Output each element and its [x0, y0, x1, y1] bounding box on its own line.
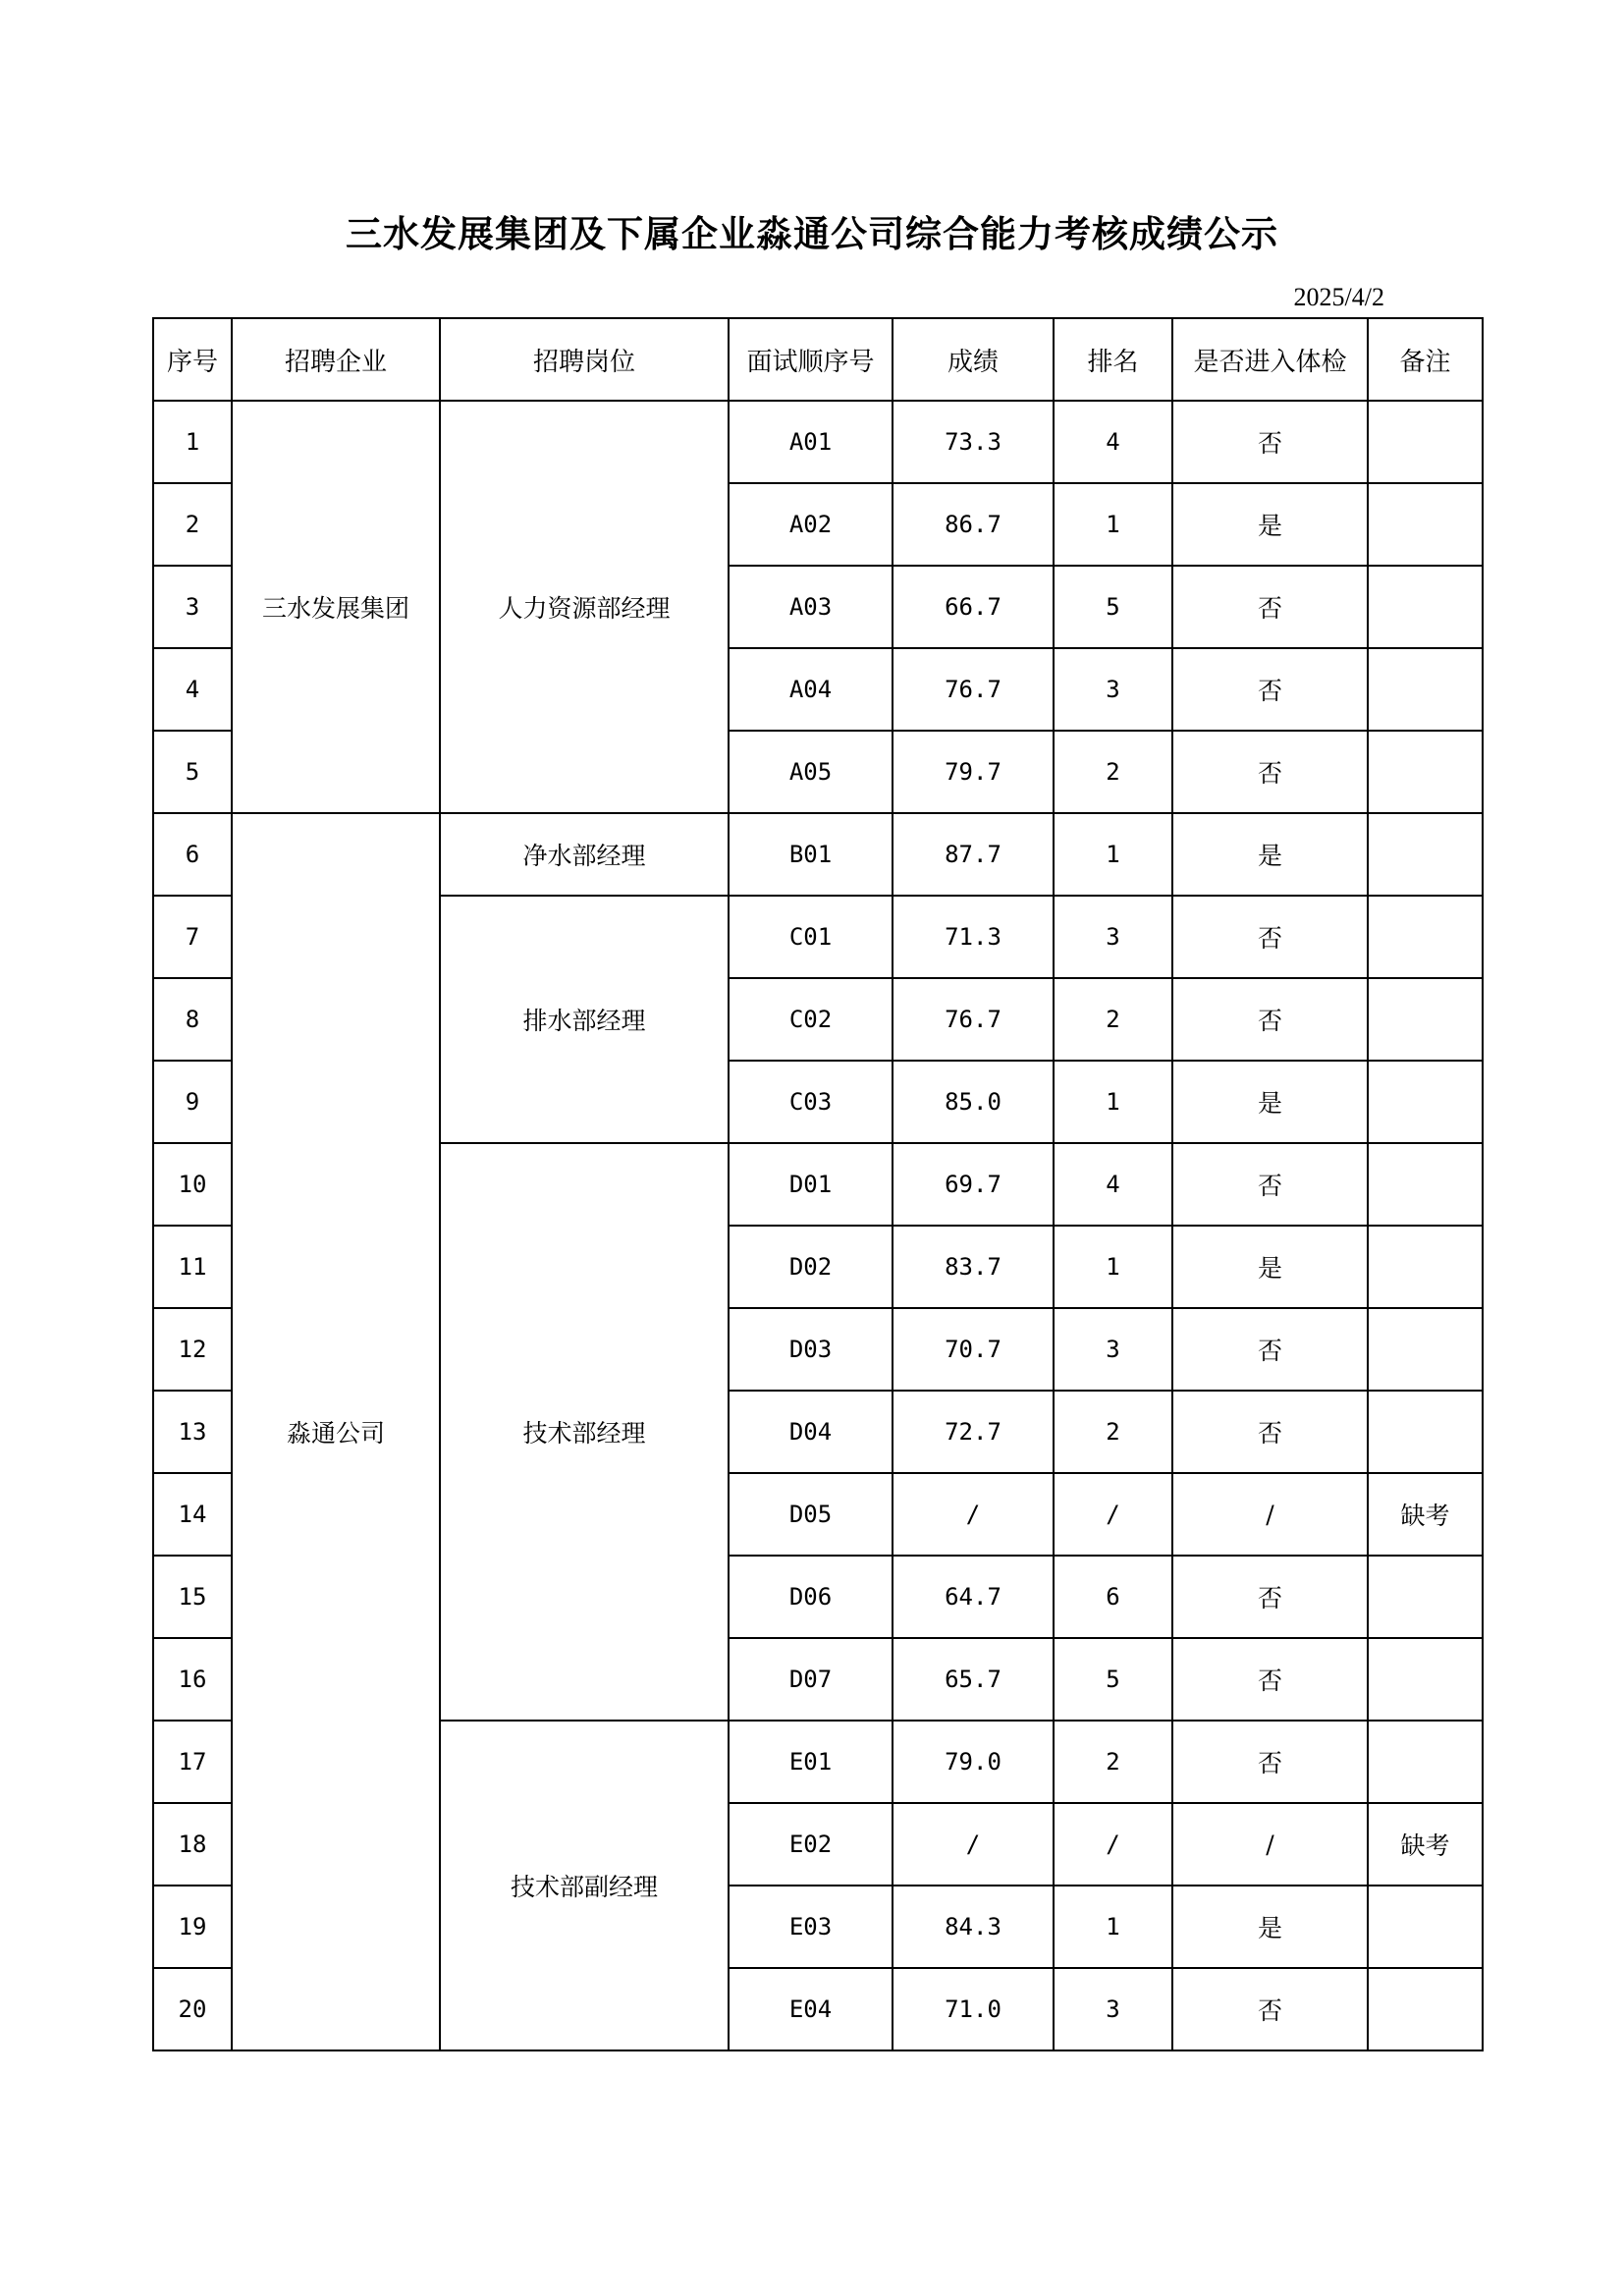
medical-exam-cell: 否 — [1172, 1556, 1368, 1638]
score-cell: 84.3 — [893, 1886, 1054, 1968]
company-cell: 三水发展集团 — [232, 401, 440, 813]
interview-order-cell: D06 — [729, 1556, 893, 1638]
remark-cell — [1368, 1638, 1483, 1721]
rank-cell: 3 — [1054, 1968, 1172, 2050]
row-number: 7 — [153, 896, 232, 978]
interview-order-cell: E04 — [729, 1968, 893, 2050]
rank-cell: 4 — [1054, 401, 1172, 483]
rank-cell: 2 — [1054, 978, 1172, 1061]
medical-exam-cell: 是 — [1172, 1886, 1368, 1968]
row-number: 15 — [153, 1556, 232, 1638]
remark-cell — [1368, 1391, 1483, 1473]
rank-cell: 2 — [1054, 1391, 1172, 1473]
interview-order-cell: A04 — [729, 648, 893, 731]
row-number: 4 — [153, 648, 232, 731]
rank-cell: 2 — [1054, 1721, 1172, 1803]
medical-exam-cell: 否 — [1172, 1638, 1368, 1721]
position-cell: 净水部经理 — [440, 813, 729, 896]
row-number: 10 — [153, 1143, 232, 1226]
header-no: 序号 — [153, 318, 232, 401]
remark-cell: 缺考 — [1368, 1473, 1483, 1556]
table-row — [153, 813, 1483, 896]
score-cell: 83.7 — [893, 1226, 1054, 1308]
remark-cell — [1368, 1061, 1483, 1143]
interview-order-cell: D02 — [729, 1226, 893, 1308]
remark-cell — [1368, 566, 1483, 648]
row-number: 19 — [153, 1886, 232, 1968]
page-title: 三水发展集团及下属企业淼通公司综合能力考核成绩公示 — [346, 212, 1278, 255]
remark-cell — [1368, 401, 1483, 483]
interview-order-cell: C01 — [729, 896, 893, 978]
interview-order-cell: A05 — [729, 731, 893, 813]
remark-cell — [1368, 1886, 1483, 1968]
remark-cell — [1368, 483, 1483, 566]
remark-cell — [1368, 1308, 1483, 1391]
rank-cell: 1 — [1054, 483, 1172, 566]
score-cell: 85.0 — [893, 1061, 1054, 1143]
header-position: 招聘岗位 — [440, 318, 729, 401]
header-company: 招聘企业 — [232, 318, 440, 401]
position-cell: 技术部副经理 — [440, 1721, 729, 2050]
score-cell: 64.7 — [893, 1556, 1054, 1638]
row-number: 11 — [153, 1226, 232, 1308]
row-number: 12 — [153, 1308, 232, 1391]
score-cell: 79.0 — [893, 1721, 1054, 1803]
interview-order-cell: D04 — [729, 1391, 893, 1473]
rank-cell: 1 — [1054, 813, 1172, 896]
medical-exam-cell: 否 — [1172, 1308, 1368, 1391]
medical-exam-cell: 是 — [1172, 1061, 1368, 1143]
rank-cell: / — [1054, 1803, 1172, 1886]
score-cell: / — [893, 1803, 1054, 1886]
score-cell: 66.7 — [893, 566, 1054, 648]
company-cell: 淼通公司 — [232, 813, 440, 2050]
row-number: 14 — [153, 1473, 232, 1556]
row-number: 13 — [153, 1391, 232, 1473]
interview-order-cell: C03 — [729, 1061, 893, 1143]
remark-cell — [1368, 648, 1483, 731]
interview-order-cell: D01 — [729, 1143, 893, 1226]
rank-cell: 2 — [1054, 731, 1172, 813]
score-cell: 86.7 — [893, 483, 1054, 566]
header-interview-order: 面试顺序号 — [729, 318, 893, 401]
position-cell: 排水部经理 — [440, 896, 729, 1143]
row-number: 6 — [153, 813, 232, 896]
score-cell: 69.7 — [893, 1143, 1054, 1226]
header-medical-exam: 是否进入体检 — [1172, 318, 1368, 401]
publish-date: 2025/4/2 — [1293, 283, 1384, 311]
interview-order-cell: A03 — [729, 566, 893, 648]
medical-exam-cell: 否 — [1172, 648, 1368, 731]
rank-cell: 3 — [1054, 896, 1172, 978]
rank-cell: 1 — [1054, 1061, 1172, 1143]
rank-cell: 4 — [1054, 1143, 1172, 1226]
results-table — [152, 317, 1484, 2051]
remark-cell — [1368, 978, 1483, 1061]
header-remark: 备注 — [1368, 318, 1483, 401]
medical-exam-cell: 否 — [1172, 1968, 1368, 2050]
interview-order-cell: A01 — [729, 401, 893, 483]
score-cell: 71.3 — [893, 896, 1054, 978]
header-rank: 排名 — [1054, 318, 1172, 401]
remark-cell — [1368, 813, 1483, 896]
medical-exam-cell: 否 — [1172, 731, 1368, 813]
score-cell: 76.7 — [893, 978, 1054, 1061]
rank-cell: 3 — [1054, 1308, 1172, 1391]
interview-order-cell: E01 — [729, 1721, 893, 1803]
medical-exam-cell: 否 — [1172, 1391, 1368, 1473]
row-number: 8 — [153, 978, 232, 1061]
score-cell: 79.7 — [893, 731, 1054, 813]
medical-exam-cell: 否 — [1172, 1721, 1368, 1803]
table-body — [153, 401, 1483, 2050]
medical-exam-cell: 否 — [1172, 566, 1368, 648]
position-cell: 技术部经理 — [440, 1143, 729, 1721]
interview-order-cell: D03 — [729, 1308, 893, 1391]
medical-exam-cell: 是 — [1172, 813, 1368, 896]
score-cell: 72.7 — [893, 1391, 1054, 1473]
remark-cell — [1368, 1556, 1483, 1638]
interview-order-cell: E03 — [729, 1886, 893, 1968]
row-number: 5 — [153, 731, 232, 813]
rank-cell: 5 — [1054, 566, 1172, 648]
medical-exam-cell: 否 — [1172, 401, 1368, 483]
header-score: 成绩 — [893, 318, 1054, 401]
interview-order-cell: C02 — [729, 978, 893, 1061]
score-cell: 87.7 — [893, 813, 1054, 896]
row-number: 1 — [153, 401, 232, 483]
medical-exam-cell: 是 — [1172, 1226, 1368, 1308]
row-number: 9 — [153, 1061, 232, 1143]
medical-exam-cell: 否 — [1172, 978, 1368, 1061]
score-cell: 76.7 — [893, 648, 1054, 731]
remark-cell — [1368, 1721, 1483, 1803]
medical-exam-cell: / — [1172, 1803, 1368, 1886]
medical-exam-cell: 否 — [1172, 896, 1368, 978]
remark-cell — [1368, 731, 1483, 813]
interview-order-cell: A02 — [729, 483, 893, 566]
rank-cell: 6 — [1054, 1556, 1172, 1638]
score-cell: 70.7 — [893, 1308, 1054, 1391]
rank-cell: 3 — [1054, 648, 1172, 731]
remark-cell — [1368, 1968, 1483, 2050]
row-number: 16 — [153, 1638, 232, 1721]
remark-cell — [1368, 896, 1483, 978]
rank-cell: / — [1054, 1473, 1172, 1556]
row-number: 20 — [153, 1968, 232, 2050]
row-number: 17 — [153, 1721, 232, 1803]
table-row — [153, 401, 1483, 483]
score-cell: 65.7 — [893, 1638, 1054, 1721]
interview-order-cell: D05 — [729, 1473, 893, 1556]
remark-cell — [1368, 1143, 1483, 1226]
medical-exam-cell: 是 — [1172, 483, 1368, 566]
medical-exam-cell: / — [1172, 1473, 1368, 1556]
score-cell: 71.0 — [893, 1968, 1054, 2050]
interview-order-cell: D07 — [729, 1638, 893, 1721]
medical-exam-cell: 否 — [1172, 1143, 1368, 1226]
rank-cell: 5 — [1054, 1638, 1172, 1721]
position-cell: 人力资源部经理 — [440, 401, 729, 813]
rank-cell: 1 — [1054, 1886, 1172, 1968]
row-number: 3 — [153, 566, 232, 648]
interview-order-cell: E02 — [729, 1803, 893, 1886]
rank-cell: 1 — [1054, 1226, 1172, 1308]
score-cell: / — [893, 1473, 1054, 1556]
remark-cell: 缺考 — [1368, 1803, 1483, 1886]
score-cell: 73.3 — [893, 401, 1054, 483]
interview-order-cell: B01 — [729, 813, 893, 896]
table-header-row — [153, 318, 1483, 401]
row-number: 2 — [153, 483, 232, 566]
remark-cell — [1368, 1226, 1483, 1308]
row-number: 18 — [153, 1803, 232, 1886]
